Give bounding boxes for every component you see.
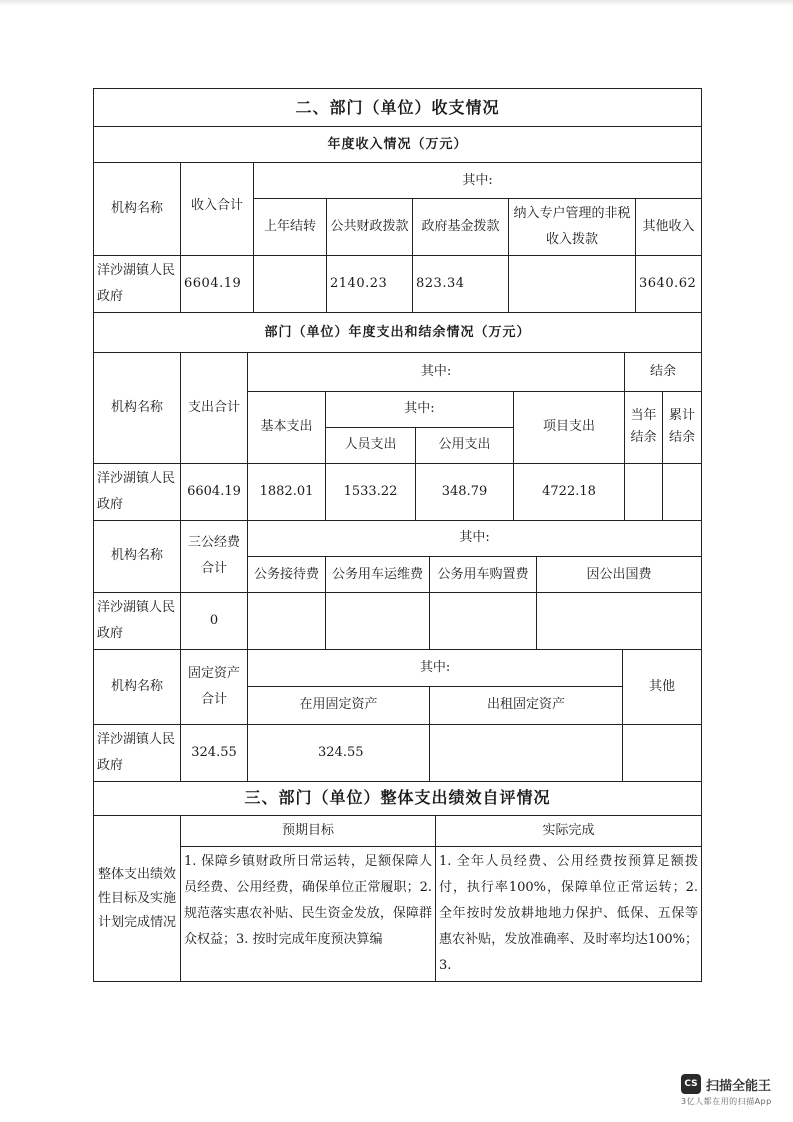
assets-header-other: 其他 [623, 650, 702, 724]
income-header-carry: 上年结转 [254, 199, 327, 256]
income-header-other: 其他收入 [636, 199, 702, 256]
expense-row-org: 洋沙湖镇人民政府 [94, 463, 181, 520]
income-header-public: 公共财政拨款 [327, 199, 413, 256]
performance-expected-text: 1. 保障乡镇财政所日常运转，足额保障人员经费、公用经费，确保单位正常履职；2. 规范落实惠农补贴、民生资金发放，保障群众权益；3. 按时完成年度预决算编 [181, 847, 436, 982]
income-title: 年度收入情况（万元） [94, 127, 702, 163]
performance-label: 整体支出绩效性目标及实施计划完成情况 [94, 816, 181, 982]
three-public-table [93, 521, 702, 651]
expense-row-staff: 1533.22 [326, 463, 416, 520]
expense-title: 部门（单位）年度支出和结余情况（万元） [94, 313, 702, 353]
assets-table [93, 650, 702, 782]
document-body [93, 88, 701, 982]
three-public-header-abroad: 因公出国费 [537, 557, 702, 593]
performance-actual-text: 1. 全年人员经费、公用经费按预算足额拨付，执行率100%，保障单位正常运转；2. 全年按时发放耕地地力保护、低保、五保等惠农补贴，发放准确率、及时率均达100%；3. [436, 847, 702, 982]
expense-table [93, 353, 702, 521]
assets-header-among: 其中: [248, 650, 623, 686]
expense-header-public: 公用支出 [416, 427, 514, 463]
expense-header-balance: 结余 [625, 353, 702, 391]
three-public-row-car-purchase [430, 593, 537, 650]
expense-header-project: 项目支出 [514, 391, 625, 463]
income-row-other: 3640.62 [636, 256, 702, 313]
three-public-row-reception [248, 593, 326, 650]
assets-row-in-use: 324.55 [248, 724, 430, 781]
three-public-row-car-ops [326, 593, 430, 650]
performance-table [93, 782, 702, 983]
income-header-special: 纳入专户管理的非税收入拨款 [509, 199, 636, 256]
expense-row-project: 4722.18 [514, 463, 625, 520]
three-public-header-among: 其中: [248, 521, 702, 557]
assets-header-total: 固定资产合计 [181, 650, 248, 724]
section3-title: 三、部门（单位）整体支出绩效自评情况 [94, 782, 702, 816]
assets-row-rented [430, 724, 623, 781]
three-public-header-car-ops: 公务用车运维费 [326, 557, 430, 593]
income-row-special [509, 256, 636, 313]
scanner-tagline: 3亿人都在用的扫描App [681, 1097, 772, 1106]
expense-row-cum-balance [663, 463, 702, 520]
income-row-public: 2140.23 [327, 256, 413, 313]
income-header-fund: 政府基金拨款 [413, 199, 509, 256]
income-row-carry [254, 256, 327, 313]
scanner-logo: CS [681, 1074, 701, 1094]
expense-header-among: 其中: [248, 353, 625, 391]
performance-header-actual: 实际完成 [436, 816, 702, 847]
performance-header-expected: 预期目标 [181, 816, 436, 847]
three-public-row-total: 0 [181, 593, 248, 650]
expense-header-year-balance: 当年结余 [625, 391, 663, 463]
three-public-row-org: 洋沙湖镇人民政府 [94, 593, 181, 650]
assets-header-in-use: 在用固定资产 [248, 686, 430, 724]
assets-header-rented: 出租固定资产 [430, 686, 623, 724]
assets-header-org: 机构名称 [94, 650, 181, 724]
income-row-fund: 823.34 [413, 256, 509, 313]
expense-header-total: 支出合计 [181, 353, 248, 463]
expense-header-cum-balance: 累计结余 [663, 391, 702, 463]
expense-header-staff: 人员支出 [326, 427, 416, 463]
expense-header-among2: 其中: [326, 391, 514, 427]
scanner-name: 扫描全能王 [706, 1078, 772, 1094]
income-header-org: 机构名称 [94, 163, 181, 256]
scanner-watermark [681, 1074, 781, 1107]
income-table [93, 88, 702, 353]
assets-row-org: 洋沙湖镇人民政府 [94, 724, 181, 781]
three-public-header-car-purchase: 公务用车购置费 [430, 557, 537, 593]
expense-header-basic: 基本支出 [248, 391, 326, 463]
expense-row-basic: 1882.01 [248, 463, 326, 520]
assets-row-total: 324.55 [181, 724, 248, 781]
three-public-header-org: 机构名称 [94, 521, 181, 593]
expense-header-org: 机构名称 [94, 353, 181, 463]
expense-row-year-balance [625, 463, 663, 520]
expense-row-public: 348.79 [416, 463, 514, 520]
three-public-row-abroad [537, 593, 702, 650]
assets-row-other [623, 724, 702, 781]
income-header-among: 其中: [254, 163, 702, 199]
income-row-total: 6604.19 [181, 256, 254, 313]
income-row-org: 洋沙湖镇人民政府 [94, 256, 181, 313]
page-edge [0, 0, 793, 6]
three-public-header-total: 三公经费合计 [181, 521, 248, 593]
income-header-total: 收入合计 [181, 163, 254, 256]
section2-title: 二、部门（单位）收支情况 [94, 89, 702, 127]
three-public-header-reception: 公务接待费 [248, 557, 326, 593]
expense-row-total: 6604.19 [181, 463, 248, 520]
